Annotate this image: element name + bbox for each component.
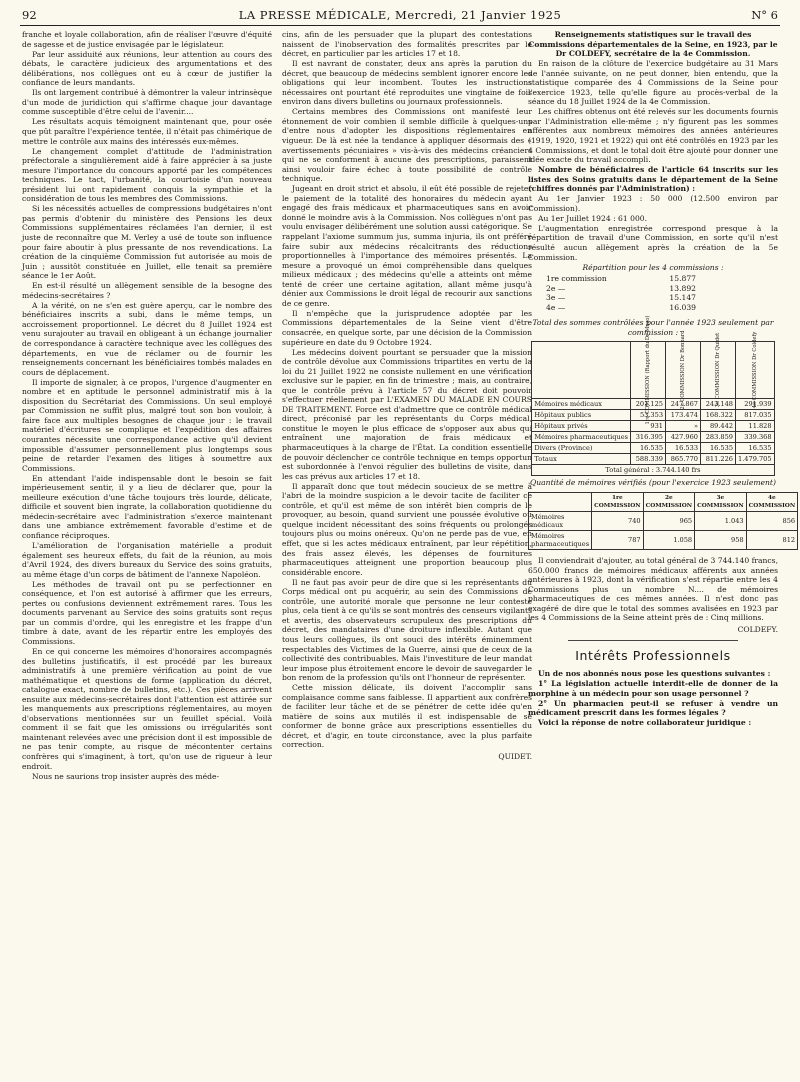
- paragraph: L'amélioration de l'organisation matérielle a produit également ses heureux effets, du fait de la réunion, au mois d'Avril 1924, des divers bureaux du Service des soins gratuits, au même étage d'un corps de bâtiment de l'annexe Napoléon.: [22, 540, 272, 579]
- paragraph: Il n'empêche que la jurisprudence adoptée par les Commissions départementales de la Seine vient d'être consacrée, en quelque sorte, par une décision de la Commission supérieure en date du 9 Octobre 1924.: [282, 308, 532, 347]
- table-header: 2e COMMISSION: [643, 493, 695, 512]
- paragraph: En ce qui concerne les mémoires d'honoraires accompagnés des bulletins justificatifs, il est procédé par les bureaux administratifs à une première vérification au point de vue mathématique et questions de forme (application du décret, catalogue exact, nombre de bulletins, etc.). Ces pièces arrivent ensuite aux médecins-secrétaires dont l'attention est attirée sur les manquements aux prescriptions réglementaires, au moyen d'observations mentionnées sur un feuillet spécial. Voilà comment il se fait que les omissions ou irrégularités sont maintenant relevées avec une précision dont il est impossible de ne pas tenir compte, au risque de mécontenter certains confrères qui s'imaginent, à tort, qu'on use de rigueur à leur endroit.: [22, 647, 272, 771]
- paragraph: Un de nos abonnés nous pose les questions suivantes :: [538, 668, 771, 678]
- repartition-title: Répartition pour les 4 commissions :: [582, 262, 724, 272]
- table-row: Mémoires médicaux 740 965 1.043 856: [529, 512, 798, 531]
- table-header: 4e COMMISSION: [746, 493, 798, 512]
- paragraph: Voici la réponse de notre collaborateur juridique :: [538, 718, 752, 728]
- paragraph: Certains membres des Commissions ont manifesté leur étonnement de voir combien il semble difficile à quelques-uns d'entre nous d'adopter les dispositions réglementaires en vigueur. De là est née la tendance à appliquer désormais des « avertissements pécuniaires » vis-à-vis des médecins créanciers qui ne se conforment à aucune des prescriptions, paraissent ainsi vouloir faire échec à toute possibilité de contrôle technique.: [282, 107, 532, 184]
- table-header: 3e COMMISSION: [695, 493, 747, 512]
- repartition-row: 2e — 13.892: [546, 283, 696, 293]
- paragraph: Jugeant en droit strict et absolu, il eût été possible de rejeter le paiement de la totalité des honoraires du médecin ayant engagé des frais médicaux et pharmaceutiques sans en avoir donné le moindre avis à la Commission. Nos collègues n'ont pas voulu envisager délibérément une solution aussi catégorique. Se rappelant l'axiome summum jus, summa injuria, ils ont préféré faire subir aux médecins récalcitrants des réductions proportionnelles à l'importance des mémoires présentés. La mesure a provoqué un émoi compréhensible dans quelques milieux médicaux ; des médecins qu'elle a atteints ont même tenté de créer une certaine agitation, allant même jusqu'à dénier aux Commissions le droit légal de recourir aux sanctions de ce genre.: [282, 184, 532, 308]
- paragraph: Les chiffres obtenus ont été relevés sur les documents fournis par l'Administration elle-même ; n'y figurent pas les sommes afférentes aux nombreux mémoires des années antérieures (1919, 1920, 1921 et 1922) qui ont été contrôlés en 1923 par les 4 Commissions, et dont le total doit être ajouté pour donner une idée exacte du travail accompli.: [528, 107, 778, 165]
- paragraph: 1° La législation actuelle interdit-elle de donner de la morphine à un médecin pour son usage personnel ?: [528, 678, 778, 698]
- table-row: Mémoires médicaux 201.125 247.867 243.148 291.939: [532, 399, 774, 410]
- memoires-table: [528, 492, 798, 550]
- paragraph: Il apparaît donc que tout médecin soucieux de se mettre à l'abri de la moindre suspicion a le devoir tacite de faciliter ce contrôle, et qu'il est même de son intérêt bien compris de le provoquer, au besoin, quand survient une poussée évolutive ou quelque incident nécessitant des soins fréquents ou prolongés toujours plus ou moins onéreux. Qu'on ne perde pas de vue, en effet, que si les actes médicaux entraînent, par leur répétition, des frais assez élevés, les dépenses de fournitures pharmaceutiques atteignent une proportion beaucoup plus considérable encore.: [282, 481, 532, 577]
- paragraph: Il importe de signaler, à ce propos, l'urgence d'augmenter en nombre et en aptitude le personnel administratif mis à la disposition du Secrétariat des Commissions. Un seul employé par Commission ne suffit plus, malgré tout son bon vouloir, à faire face aux multiples besognes de chaque jour : le travail matériel d'écritures se complique et l'expédition des affaires courantes nécessite une correspondance active qu'il devient impossible d'assumer personnellement plus longtemps sous peine de retarder l'examen des litiges à soumettre aux Commissions.: [22, 377, 272, 473]
- paragraph: L'augmentation enregistrée correspond presque à la répartition de travail d'une Commission, en sorte qu'il n'est résulté aucun allègement après la création de la 5e Commission.: [528, 223, 778, 262]
- table-row: Mémoires pharmaceutiques 787 1.058 958 812: [529, 531, 798, 550]
- issue-number: N° 6: [751, 8, 778, 22]
- table2-title: Quantité de mémoires vérifiés (pour l'exercice 1923 seulement): [530, 478, 776, 488]
- paragraph: En raison de la clôture de l'exercice budgétaire au 31 Mars de l'année suivante, on ne peut donner, bien entendu, que la statistique comparée des 4 Commissions de la Seine pour l'exercice 1923, telle qu'elle figure au procès-verbal de la séance du 18 Juillet 1924 de la 4e Commission.: [528, 59, 778, 107]
- table-row: Hôpitaux publics 53.353 173.474 168.322 817.035: [532, 410, 774, 421]
- paragraph: Nombre de bénéficiaires de l'article 64 inscrits sur les listes des Soins gratuits dans le département de la Seine (chiffres donnés par l'Administration) :: [528, 165, 778, 194]
- repartition-row: 3e — 15.147: [546, 293, 696, 303]
- table-header: 2e COMMISSION Dr Bonnard: [666, 342, 701, 399]
- paragraph: Cette mission délicate, ils doivent l'accomplir sans complaisance comme sans faiblesse. Il appartient aux confrères de faciliter leur tâche et de se pénétrer de cette idée qu'en matière de soins aux mutilés il est indispensable de se conformer de bonne grâce aux prescriptions essentielles du décret, et d'agir, en toute circonstance, avec la plus parfaite correction.: [282, 683, 532, 750]
- journal-title: LA PRESSE MÉDICALE, Mercredi, 21 Janvier 1925: [238, 8, 562, 22]
- paragraph: Nous ne saurions trop insister auprès des méde-: [32, 771, 220, 781]
- table-header: 1re COMMISSION: [592, 493, 644, 512]
- paragraph: Il est navrant de constater, deux ans après la parution du décret, que beaucoup de médecins semblent ignorer encore les obligations qui leur incombent. Toutes les instructions nécessaires ont pourtant été reproduites une vingtaine de fois environ dans divers bulletins ou journaux professionnels.: [282, 59, 532, 107]
- grand-total: Total général : 3.744.140 frs: [532, 465, 774, 476]
- paragraph: 2° Un pharmacien peut-il se refuser à vendre un médicament prescrit dans les formes légales ?: [528, 698, 778, 718]
- column-1: [22, 30, 272, 782]
- table1-title: Total des sommes contrôlées pour l'année 1923 seulement par commission :: [532, 318, 774, 337]
- paragraph: En attendant l'aide indispensable dont le besoin se fait impérieusement sentir, il y a lieu de déclarer que, pour la meilleure exécution d'une tâche toujours très lourde, délicate, difficile et souvent bien ingrate, la collaboration quotidienne du médecin-secrétaire avec l'administration s'exerce maintenant dans une ambiance extrêmement favorable d'estime et de confiance réciproques.: [22, 473, 272, 540]
- paragraph: Au 1er Juillet 1924 : 61 000.: [538, 213, 648, 223]
- repartition-row: 1re commission 15.877: [546, 274, 696, 284]
- paragraph: cins, afin de les persuader que la plupart des contestations naissent de l'inobservation des formalités prescrites par le décret, en particulier par les articles 17 et 18.: [282, 30, 532, 59]
- paragraph: Il conviendrait d'ajouter, au total général de 3 744.140 francs, 650.000 francs de mémoires médicaux afférents aux années antérieures à 1923, dont la vérification s'est répartie entre les 4 Commissions plus un nombre N.... de mémoires pharmaceutiques de ces mêmes années. Il n'est donc pas exagéré de dire que le total des sommes avalisées en 1923 par les 4 Commissions de la Seine atteint près de : Cinq millions.: [528, 556, 778, 623]
- table-header: 3e COMMISSION Dr Quidet: [701, 342, 736, 399]
- paragraph: Les méthodes de travail ont pu se perfectionner en conséquence, et l'on est autorisé à affirmer que les erreurs, pertes ou confusions deviennent extrêmement rares. Tous les documents parvenant au Service des soins gratuits sont reçus par un commis d'ordre, qui les enregistre et les frappe d'un timbre à date, avant de les répartir entre les employés des Commissions.: [22, 579, 272, 646]
- repartition-row: 4e — 16.039: [546, 302, 696, 312]
- table-row: Divers (Province) 16.535 16.533 16.535 16.535: [532, 443, 774, 454]
- section-divider: [568, 640, 738, 641]
- column-2: [282, 30, 532, 762]
- paragraph: Par leur assiduité aux réunions, leur attention au cours des débats, le caractère judicieux des argumentations et des délibérations, nos collègues ont eu à cœur de justifier la confiance de leurs mandants.: [22, 49, 272, 88]
- paragraph: A la vérité, on ne s'en est guère aperçu, car le nombre des bénéficiaires inscrits a subi, dans le même temps, un accroissement proportionnel. Le décret du 8 Juillet 1924 est venu surajouter au travail en obligeant à un échange journalier de correspondance à caractère technique avec les collègues des départements, en vue de réclamer ou de fournir les renseignements concernant les bénéficiaires tombés malades en cours de déplacement.: [22, 300, 272, 377]
- paragraph: Les médecins doivent pourtant se persuader que la mission de contrôle dévolue aux Commissions tripartites en vertu de la loi du 21 Juillet 1922 ne consiste nullement en une vérification exclusive sur le papier, en fin de trimestre ; mais, au contraire, que le contrôle prévu à l'article 57 du décret doit pouvoir s'effectuer réellement par L'EXAMEN DU MALADE EN COURS DE TRAITEMENT. Force est d'admettre que ce contrôle médical direct, préconisé par les représentants du Corps médical, constitue le moyen le plus efficace de s'opposer aux abus qui entraînent une majoration de frais médicaux et pharmaceutiques à la charge de l'État. La condition essentielle de pouvoir déclencher ce contrôle technique en temps opportun est subordonnée à l'envoi régulier des bulletins de visite, dans les cas prévus aux articles 17 et 18.: [282, 347, 532, 481]
- paragraph: Le changement complet d'attitude de l'administration préfectorale a singulièrement aidé à faire apprécier à sa juste mesure l'importance du concours apporté par les compétences techniques. Le tact, l'urbanité, la courtoisie d'un nouveau président lui ont rapidement conquis la sympathie et la considération de tous les membres des Commissions.: [22, 146, 272, 204]
- page-number: 92: [22, 8, 37, 22]
- paragraph: Les résultats acquis témoignent maintenant que, pour osée que pût paraître l'expérience tentée, il n'était pas chimérique de mettre le contrôle aux mains des intéressés eux-mêmes.: [22, 117, 272, 146]
- table-row: Totaux 588.339 865.770 811.226 1.479.705: [532, 454, 774, 465]
- table-row: Mémoires pharmaceutiques 316.395 427.960 283.859 339.368: [532, 432, 774, 443]
- paragraph: Il ne faut pas avoir peur de dire que si les représentants du Corps médical ont pu acquérir, au sein des Commissions de contrôle, une autorité morale que personne ne leur conteste plus, cela tient à ce qu'ils se sont montrés des censeurs vigilants et avertis, des observateurs scrupuleux des prescriptions du décret, des mandataires d'une droiture inflexible. Autant que tous leurs collègues, ils ont souci des intérêts éminemment respectables des Victimes de la Guerre, ainsi que de ceux de la collectivité des contribuables. Mais l'investiture de leur mandat leur impose plus étroitement encore le devoir de sauvegarder le bon renom de la profession qu'ils ont l'honneur de représenter.: [282, 577, 532, 683]
- article-heading: Renseignements statistiques sur le travail des Commissions départementales de la Seine, en 1923, par le Dr COLDEFY, secrétaire de la 4e Commission.: [528, 30, 778, 59]
- repartition-list: [546, 274, 696, 312]
- paragraph: Au 1er Janvier 1923 : 50 000 (12.500 environ par Commission).: [528, 194, 778, 213]
- author-signature: COLDEFY.: [737, 624, 778, 634]
- paragraph: franche et loyale collaboration, afin de réaliser l'œuvre d'équité de sagesse et de justice envisagée par le législateur.: [22, 30, 272, 49]
- table-header: 4e COMMISSION Dr Coldefy: [736, 342, 775, 399]
- paragraph: Ils ont largement contribué à démontrer la valeur intrinsèque d'un mode de juridiction qui s'affirme chaque jour davantage comme susceptible d'être celui de l'avenir....: [22, 88, 272, 117]
- paragraph: Si les nécessités actuelles de compressions budgétaires n'ont pas permis d'obtenir du ministère des Pensions les deux Commissions supplémentaires réclamées l'an dernier, il est juste de reconnaître que M. Verley a usé de toute son influence pour faire aboutir à plus pressante de nos revendications. La création de la cinquième Commission fut autorisée au mois de Juin ; aussitôt constituée en Juillet, elle tenait sa première séance le 1er Août.: [22, 204, 272, 281]
- header-rule: [20, 25, 780, 26]
- table-header: 1re COMMISSION (Rapport du Dr Mazo): [631, 342, 666, 399]
- author-signature: QUIDET.: [498, 752, 532, 762]
- table-row: Hôpitaux privés 931 » 89.442 11.828: [532, 421, 774, 432]
- section-title: Intérêts Professionnels: [575, 648, 731, 664]
- paragraph: En est-il résulté un allègement sensible de la besogne des médecins-secrétaires ?: [22, 281, 272, 300]
- column-3: [528, 30, 796, 728]
